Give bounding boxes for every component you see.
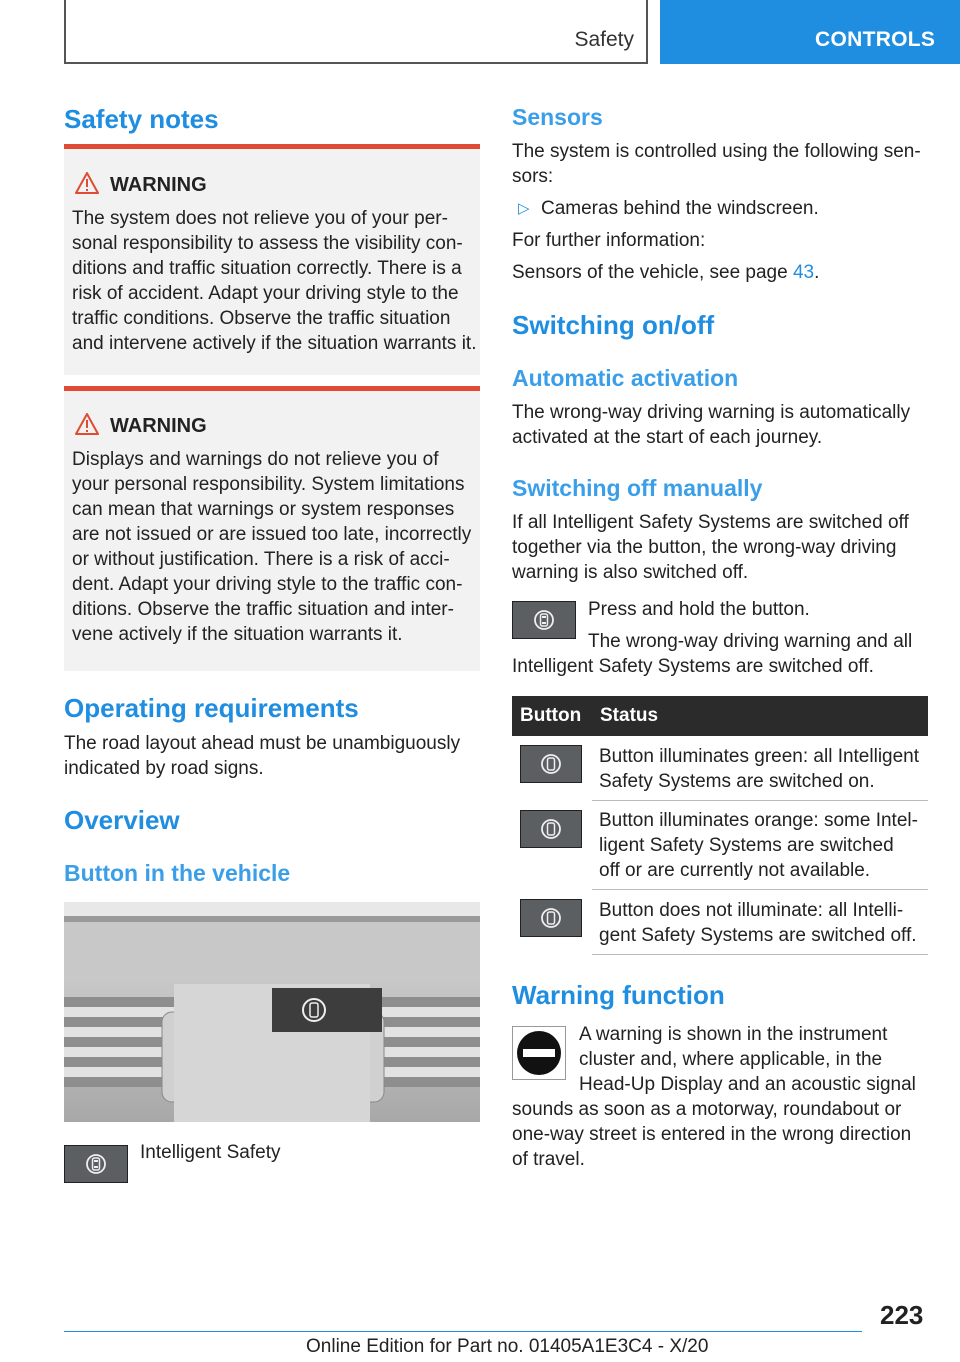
sensors-reference: [512, 260, 819, 285]
footer-divider: [64, 1331, 862, 1332]
warning-label-1: WARNING: [110, 174, 207, 196]
sensor-bullet-text: Cameras behind the windscreen.: [541, 198, 819, 219]
intelligent-safety-icon: [533, 609, 555, 631]
table-row-divider: [592, 800, 928, 801]
warning-line: The system does not relieve you of your per-: [72, 208, 448, 229]
table-row: [599, 898, 927, 948]
warning-function-heading: Warning function: [512, 980, 725, 1010]
warning-line: risk of accident. Adapt your driving style to the: [72, 283, 459, 304]
switching-off-manually-heading: Switching off manually: [512, 475, 763, 501]
text-line: sors:: [512, 166, 554, 187]
warning-line: sonal responsibility to assess the visibility con-: [72, 233, 463, 254]
press-hold-text: Press and hold the button.: [588, 599, 810, 620]
intelligent-safety-icon: [540, 907, 562, 929]
warning-text-1: [72, 206, 476, 356]
table-cell-line: Button does not illuminate: all Intelli-: [599, 900, 904, 921]
press-result-text-1: The wrong-way driving warning and all: [588, 631, 913, 652]
status-table-header: [512, 696, 928, 736]
intelligent-safety-icon: [540, 753, 562, 775]
no-entry-icon-box: [512, 1026, 566, 1080]
warning-line: your personal responsibility. System limitations: [72, 474, 465, 495]
text-line: together via the button, the wrong-way driving: [512, 537, 897, 558]
table-cell-line: gent Safety Systems are switched off.: [599, 925, 917, 946]
table-row-divider: [592, 889, 928, 890]
button-in-vehicle-heading: Button in the vehicle: [64, 860, 291, 886]
header-section-box: [64, 0, 648, 64]
further-info-text: For further information:: [512, 230, 706, 251]
warning-triangle-icon: [75, 413, 99, 435]
intelligent-safety-caption: Intelligent Safety: [140, 1142, 281, 1163]
dashboard-illustration: [64, 902, 480, 1122]
table-cell-line: ligent Safety Systems are switched: [599, 835, 894, 856]
text-line: indicated by road signs.: [64, 758, 264, 779]
sensors-heading: Sensors: [512, 104, 603, 130]
intelligent-safety-button: [64, 1145, 128, 1183]
button-off-image: [520, 899, 582, 937]
sensors-text: [512, 139, 928, 189]
table-cell-line: Button illuminates orange: some Intel-: [599, 810, 918, 831]
table-row: [599, 808, 927, 883]
no-entry-icon: [513, 1027, 565, 1079]
warning-line: traffic conditions. Observe the traffic situation: [72, 308, 451, 329]
table-row: [599, 744, 927, 794]
text-line: one-way street is entered in the wrong direction: [512, 1124, 912, 1145]
column-header-status: Status: [600, 705, 659, 726]
text-line: The road layout ahead must be unambiguously: [64, 733, 461, 754]
table-cell-line: Button illuminates green: all Intelligent: [599, 746, 920, 767]
intelligent-safety-button: [512, 601, 576, 639]
warning-line: dent. Adapt your driving style to the traffic con-: [72, 574, 463, 595]
text-line: Head-Up Display and an acoustic signal: [579, 1074, 916, 1095]
page-link-43[interactable]: 43: [792, 262, 815, 283]
table-cell-line: off or are currently not available.: [599, 860, 871, 881]
button-green-image: [520, 745, 582, 783]
warning-line: vene actively if the situation warrants it.: [72, 624, 403, 645]
text-line: The wrong-way driving warning is automatically: [512, 402, 911, 423]
warning-line: or without justification. There is a risk of acci-: [72, 549, 450, 570]
warning-triangle-icon: [75, 172, 99, 194]
warning-line: are not issued or are issued too late, incorrectly: [72, 524, 472, 545]
warning-line: Displays and warnings do not relieve you of: [72, 449, 439, 470]
safety-notes-heading: Safety notes: [64, 104, 219, 134]
text-line: cluster and, where applicable, in the: [579, 1049, 883, 1070]
reference-end: .: [814, 262, 820, 283]
vehicle-button-photo: [64, 902, 480, 1122]
header-chapter-label: CONTROLS: [815, 28, 936, 51]
switching-heading: Switching on/off: [512, 310, 715, 340]
warning-line: and intervene actively if the situation warrants it.: [72, 333, 477, 354]
intelligent-safety-icon: [540, 818, 562, 840]
switching-off-text: [512, 510, 928, 585]
press-result-text-2: Intelligent Safety Systems are switched off.: [512, 656, 874, 677]
warning-label-2: WARNING: [110, 415, 207, 437]
bullet-triangle-icon: ▷: [518, 200, 530, 217]
page-number: 223: [880, 1300, 924, 1330]
text-line: activated at the start of each journey.: [512, 427, 823, 448]
warning-line: ditions and traffic situation correctly. There is a: [72, 258, 462, 279]
column-header-button: Button: [520, 705, 582, 726]
warning-function-text-bottom: [512, 1097, 928, 1172]
automatic-activation-text: [512, 400, 928, 450]
reference-text: Sensors of the vehicle, see page: [512, 262, 793, 283]
warning-line: ditions. Observe the traffic situation and inter-: [72, 599, 454, 620]
operating-requirements-heading: Operating requirements: [64, 693, 359, 723]
automatic-activation-heading: Automatic activation: [512, 365, 739, 391]
text-line: sounds as soon as a motorway, roundabout or: [512, 1099, 902, 1120]
text-line: The system is controlled using the following sen-: [512, 141, 921, 162]
text-line: warning is also switched off.: [512, 562, 749, 583]
button-orange-image: [520, 810, 582, 848]
operating-requirements-text: [64, 731, 480, 781]
warning-function-text-top: [579, 1022, 929, 1097]
table-row-divider: [592, 954, 928, 955]
text-line: A warning is shown in the instrument: [579, 1024, 888, 1045]
header-section-label: Safety: [574, 28, 634, 51]
intelligent-safety-icon: [85, 1153, 107, 1175]
text-line: of travel.: [512, 1149, 585, 1170]
warning-text-2: [72, 447, 476, 647]
overview-heading: Overview: [64, 805, 180, 835]
table-cell-line: Safety Systems are switched on.: [599, 771, 875, 792]
warning-line: can mean that warnings or system responses: [72, 499, 455, 520]
text-line: If all Intelligent Safety Systems are switched off: [512, 512, 909, 533]
footer-edition: Online Edition for Part no. 01405A1E3C4 - X/20: [306, 1336, 709, 1357]
